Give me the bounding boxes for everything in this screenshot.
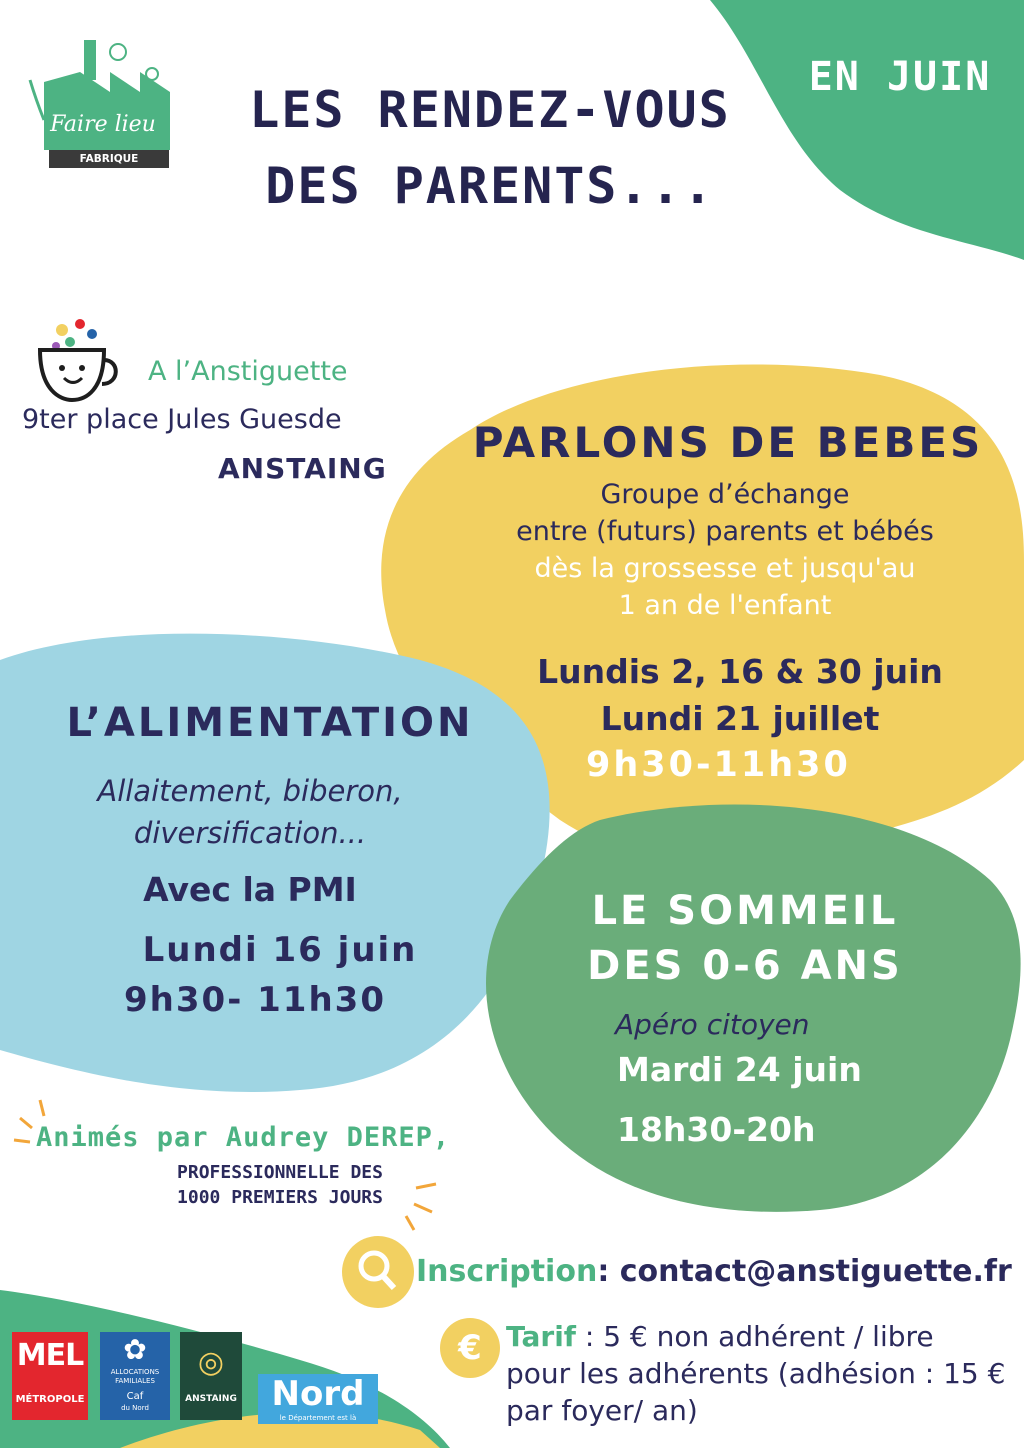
food-date: Lundi 16 juin — [142, 930, 418, 970]
caf-logo — [100, 1332, 170, 1420]
mel-logo-text: MEL — [16, 1338, 84, 1373]
babies-dates — [470, 648, 1010, 742]
logo-name: Faire lieu — [50, 112, 156, 137]
caf-line-1: ALLOCATIONS — [110, 1368, 160, 1376]
babies-desc-line-1: Groupe d’échange — [600, 479, 850, 510]
price-info — [506, 1318, 1006, 1429]
month-badge: EN JUIN — [808, 54, 992, 100]
sleep-title-line-1: LE SOMMEIL — [591, 888, 899, 934]
registration-sep: : — [597, 1254, 610, 1289]
sleep-date: Mardi 24 juin — [617, 1050, 862, 1089]
title-line-1: LES RENDEZ-VOUS — [249, 81, 731, 139]
babies-date-1: Lundis 2, 16 & 30 juin — [537, 652, 943, 691]
price-label: Tarif — [506, 1320, 576, 1353]
food-desc-line-1: Allaitement, biberon, — [97, 774, 403, 808]
euro-icon: € — [458, 1328, 482, 1368]
sleep-subtitle: Apéro citoyen — [615, 1008, 810, 1041]
caf-line-3: Caf — [126, 1391, 144, 1402]
food-desc-line-2: diversification... — [133, 816, 367, 850]
babies-desc-line-4: 1 an de l'enfant — [618, 590, 832, 621]
babies-description — [440, 476, 1010, 624]
caf-line-2: FAMILIALES — [115, 1377, 155, 1385]
anstaing-logo-text: ANSTAING — [185, 1394, 237, 1404]
venue-city: ANSTAING — [218, 452, 387, 485]
title-line-2: DES PARENTS... — [265, 157, 715, 215]
venue-name: A l’Anstiguette — [148, 356, 348, 387]
babies-title: PARLONS DE BEBES — [472, 418, 984, 467]
caf-line-4: du Nord — [121, 1404, 149, 1412]
food-partner: Avec la PMI — [143, 870, 357, 909]
babies-time: 9h30-11h30 — [586, 745, 851, 785]
host-role — [120, 1160, 440, 1210]
smiling-cup-icon — [40, 319, 116, 400]
mel-logo — [12, 1332, 88, 1420]
mel-logo-sub: MÉTROPOLE — [12, 1380, 88, 1405]
venue-street: 9ter place Jules Guesde — [22, 404, 342, 435]
babies-date-2: Lundi 21 juillet — [600, 699, 880, 738]
caf-family-icon: ✿ — [123, 1333, 147, 1366]
page-title — [190, 72, 790, 224]
sleep-title — [540, 884, 950, 994]
anstaing-crest-icon: ◎ — [197, 1345, 225, 1380]
food-description — [40, 770, 460, 854]
anstaing-logo — [180, 1332, 242, 1420]
sleep-time: 18h30-20h — [617, 1110, 816, 1149]
sleep-title-line-2: DES 0-6 ANS — [587, 943, 903, 989]
host-name: Animés par Audrey DEREP, — [36, 1122, 451, 1153]
nord-logo — [258, 1374, 378, 1424]
registration-label: Inscription — [416, 1254, 598, 1289]
search-icon — [342, 1236, 414, 1308]
registration-email-link[interactable]: contact@anstiguette.fr — [619, 1254, 1012, 1289]
nord-logo-text: Nord — [271, 1374, 365, 1414]
registration — [416, 1254, 1012, 1289]
babies-desc-line-2: entre (futurs) parents et bébés — [516, 516, 934, 547]
food-title: L’ALIMENTATION — [66, 700, 474, 746]
logo-tagline: FABRIQUE CITOYENNE — [49, 150, 169, 168]
host-role-line-1: PROFESSIONNELLE DES — [177, 1162, 383, 1183]
nord-logo-sub: le Département est là — [279, 1414, 357, 1422]
host-role-line-2: 1000 PREMIERS JOURS — [177, 1187, 383, 1208]
price-text: : 5 € non adhérent / libre pour les adhérents (adhésion : 15 € par foyer/ an) — [506, 1320, 1006, 1427]
babies-desc-line-3: dès la grossesse et jusqu'au — [534, 553, 916, 584]
food-time: 9h30- 11h30 — [124, 980, 386, 1020]
